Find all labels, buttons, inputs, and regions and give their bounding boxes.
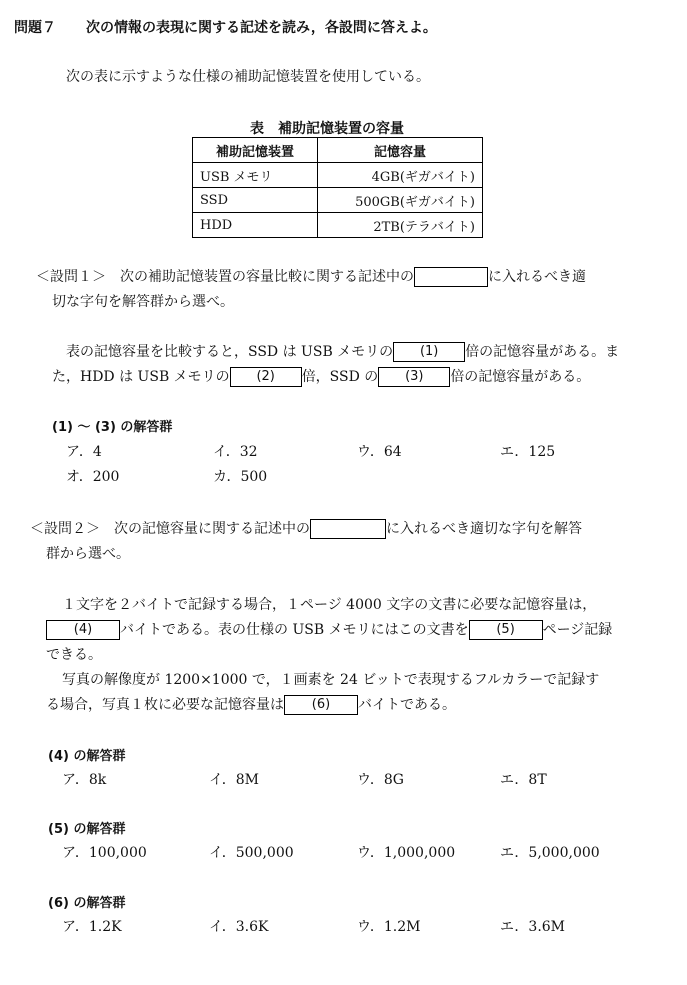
q2-group6-title: (6) の解答群 <box>48 896 126 911</box>
q2-p1-line1: １文字を２バイトで記録する場合，１ページ 4000 文字の文書に必要な記憶容量は， <box>62 597 597 613</box>
answer-blank-3: (3) <box>378 367 450 387</box>
q2-title-line2: 群から選べ。 <box>46 546 130 562</box>
choice-a: ア．1.2K <box>62 919 122 935</box>
q1-title-line2: 切な字句を解答群から選べ。 <box>52 294 234 310</box>
choice-u: ウ．64 <box>357 444 402 460</box>
choice-i: イ．500,000 <box>209 845 294 861</box>
table-row <box>193 213 483 238</box>
choice-e: エ．125 <box>500 444 556 460</box>
answer-blank-4: (4) <box>46 620 120 640</box>
answer-blank-1: (1) <box>393 342 465 362</box>
choice-u: ウ．1,000,000 <box>357 845 456 861</box>
cell-capacity: 2TB(テラバイト) <box>318 213 483 238</box>
answer-blank-5: (5) <box>469 620 543 640</box>
choice-i: イ．3.6K <box>209 919 269 935</box>
q2-title-line1: ＜設問２＞ 次の記憶容量に関する記述中の に入れるべき適切な字句を解答 <box>30 521 582 537</box>
answer-blank-6: (6) <box>284 695 358 715</box>
choice-a: ア．100,000 <box>62 845 147 861</box>
capacity-table <box>192 137 483 238</box>
cell-device: USB メモリ <box>193 163 318 188</box>
cell-capacity: 4GB(ギガバイト) <box>318 163 483 188</box>
cell-device: HDD <box>193 213 318 238</box>
table-row <box>193 188 483 213</box>
q1-body-line1: 表の記憶容量を比較すると，SSD は USB メモリの (1) 倍の記憶容量がある。ま <box>66 344 620 360</box>
choice-i: イ．32 <box>213 444 258 460</box>
choice-a: ア．4 <box>66 444 102 460</box>
q2-p2-line1: 写真の解像度が 1200×1000 で，１画素を 24 ビットで表現するフルカラーで記録す <box>62 672 600 688</box>
choice-ka: カ．500 <box>213 469 268 485</box>
q1-choices-title: (1) ～ (3) の解答群 <box>52 420 173 435</box>
q2-p1-line2: (4) バイトである。表の仕様の USB メモリにはこの文書を (5) ページ記録 <box>46 619 612 640</box>
answer-blank-2: (2) <box>230 367 302 387</box>
choice-a: ア．8k <box>62 772 107 788</box>
q2-p2-line2: る場合，写真１枚に必要な記憶容量は (6) バイトである。 <box>46 697 456 713</box>
table-row <box>193 163 483 188</box>
cell-device: SSD <box>193 188 318 213</box>
q2-group4-title: (4) の解答群 <box>48 749 126 764</box>
empty-blank <box>414 267 488 287</box>
choice-e: エ．3.6M <box>500 919 566 935</box>
q1-body-line2: た，HDD は USB メモリの (2) 倍，SSD の (3) 倍の記憶容量がある。 <box>52 369 591 385</box>
choice-u: ウ．8G <box>357 772 404 788</box>
empty-blank <box>310 519 386 539</box>
intro-text: 次の表に示すような仕様の補助記憶装置を使用している。 <box>66 69 430 85</box>
problem-number: 問題７ <box>14 20 56 36</box>
choice-u: ウ．1.2M <box>357 919 421 935</box>
q2-p1-line3: できる。 <box>46 647 102 663</box>
cell-capacity: 500GB(ギガバイト) <box>318 188 483 213</box>
choice-e: エ．8T <box>500 772 547 788</box>
problem-instruction: 次の情報の表現に関する記述を読み，各設問に答えよ。 <box>86 20 437 36</box>
header-device: 補助記憶装置 <box>193 138 318 163</box>
table-header-row <box>193 138 483 163</box>
q1-title-line1: ＜設問１＞ 次の補助記憶装置の容量比較に関する記述中の に入れるべき適 <box>36 269 586 285</box>
header-capacity: 記憶容量 <box>318 138 483 163</box>
choice-e: エ．5,000,000 <box>500 845 600 861</box>
q2-group5-title: (5) の解答群 <box>48 822 126 837</box>
choice-o: オ．200 <box>66 469 120 485</box>
table-caption: 表 補助記憶装置の容量 <box>250 121 404 137</box>
choice-i: イ．8M <box>209 772 259 788</box>
